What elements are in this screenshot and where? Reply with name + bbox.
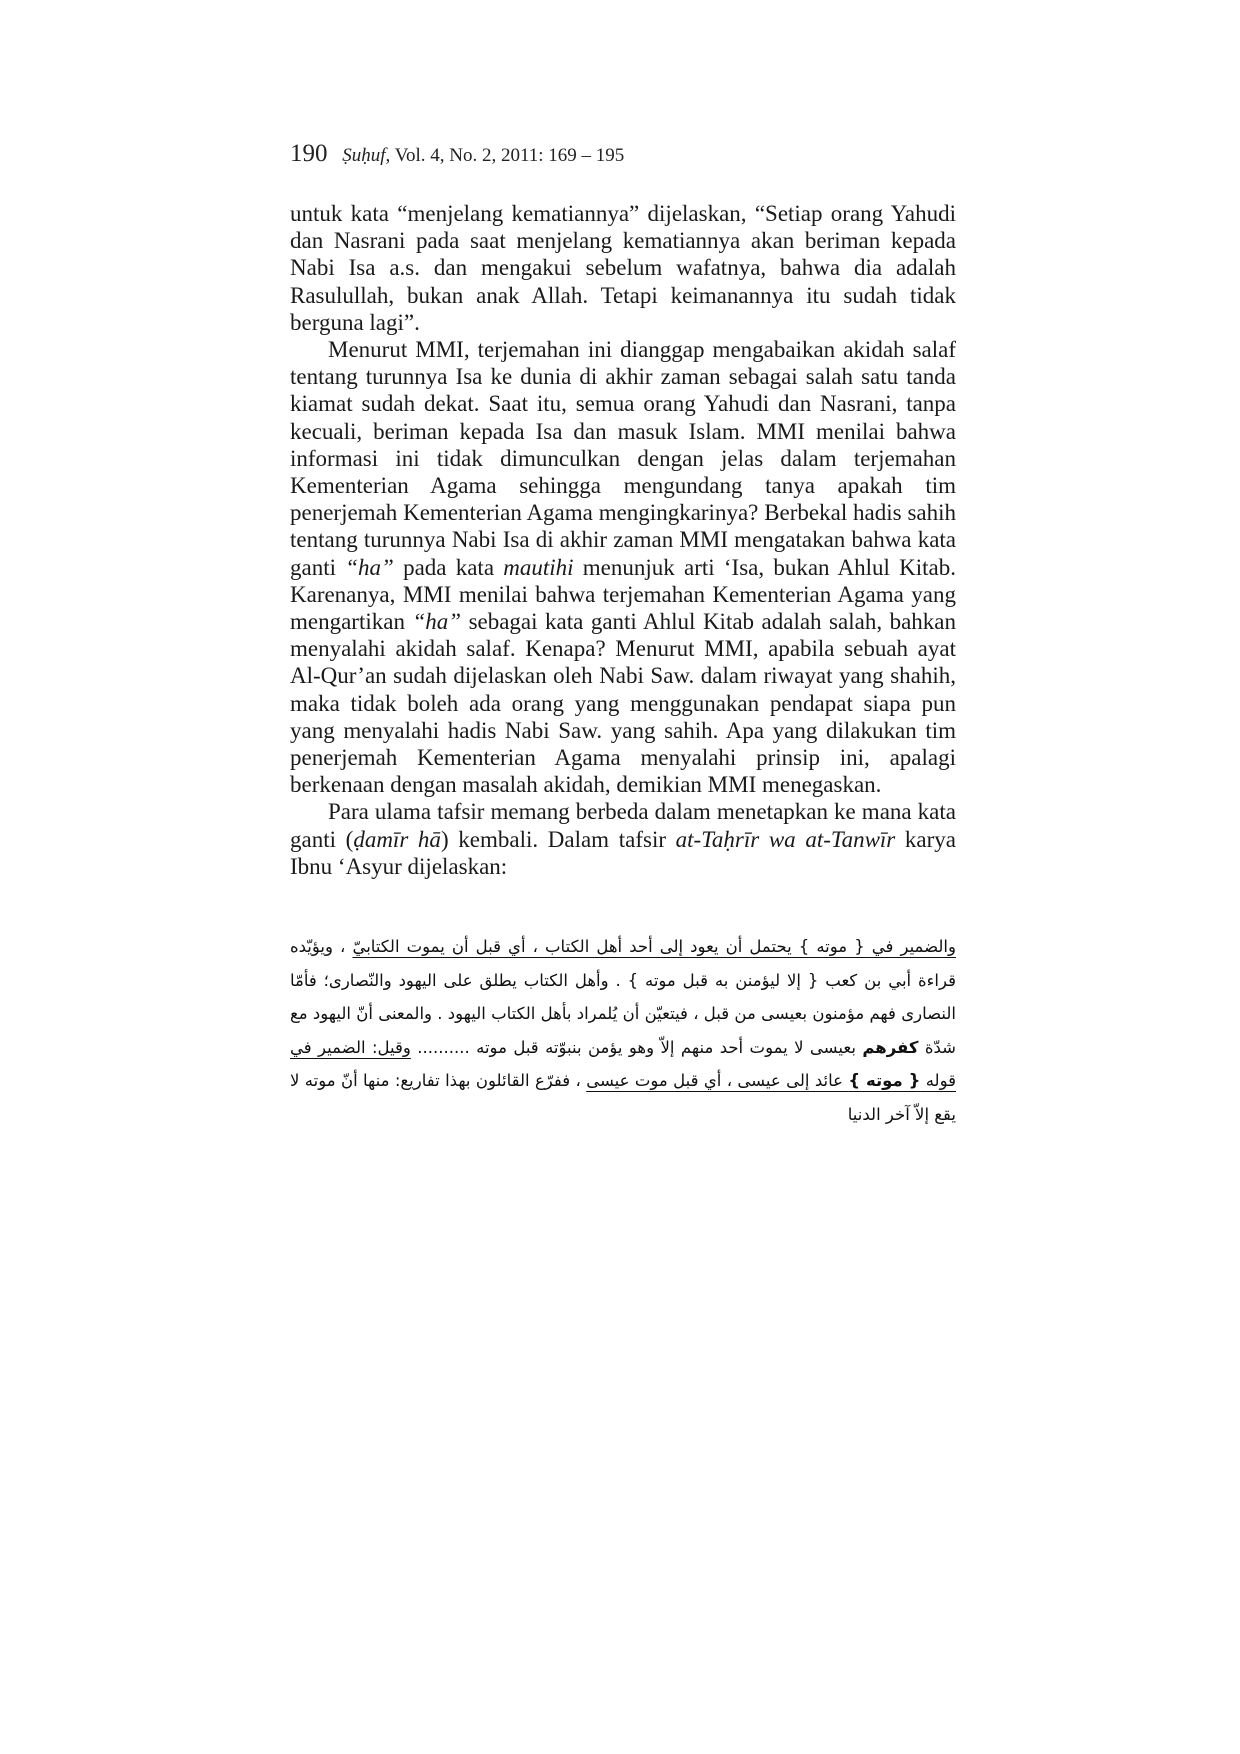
arabic-underlined-text: عائد إلى عيسى ، أي قبل موت عيسى <box>586 1071 849 1090</box>
arabic-underlined-text: وقيل: الضمير في قوله <box>290 1037 956 1090</box>
paragraph <box>290 336 956 798</box>
text-run: menunjuk arti ‘Isa, bukan Ahlul Kitab. Karenanya, MMI menilai bahwa terjemahan Kementerian Agama yang mengartikan <box>290 554 956 635</box>
italic-term: “ha” <box>345 554 394 580</box>
paragraph <box>290 200 956 336</box>
journal-title: Ṣuḥuf, <box>342 145 391 166</box>
arabic-text: ، ويؤيّده قراءة أبي بن كعب { إلا ليؤمنن به قبل موته } . وأهل الكتاب يطلق على اليهود والنّصارى؛ فأمّا النصارى فهم مؤمنون بعيسى من قبل ، فيتعيّن أن يُلمراد بأهل الكتاب اليهود . والمعنى أنّ اليهود مع شدّة <box>290 937 956 1057</box>
text-run: Para ulama tafsir memang berbeda dalam menetapkan ke mana kata ganti ( <box>290 799 956 852</box>
text-run: Menurut MMI, terjemahan ini dianggap mengabaikan akidah salaf tentang turunnya Isa ke dunia di akhir zaman sebagai salah satu tanda kiamat sudah dekat. Saat itu, semua orang Yahudi dan Nasrani, tanpa kecuali, beriman kepada Isa dan masuk Islam. MMI menilai bahwa informasi ini tidak dimunculkan dengan jelas dalam terjemahan Kementerian Agama sehingga mengundang tanya apakah tim penerjemah Kementerian Agama mengingkarinya? Berbekal hadis sahih tentang turunnya Nabi Isa di akhir zaman MMI mengatakan bahwa kata ganti <box>290 337 956 580</box>
italic-term: “ha” <box>412 609 462 635</box>
body-text <box>290 200 956 880</box>
text-run: ) kembali. Dalam tafsir <box>440 826 676 852</box>
arabic-text: كفرهم <box>862 1037 919 1057</box>
italic-term: mautihi <box>503 554 574 580</box>
text-run: untuk kata “menjelang kematiannya” dijelaskan, “Setiap orang Yahudi dan Nasrani pada saat menjelang kematiannya akan beriman kepada Nabi Isa a.s. dan mengakui sebelum wafatnya, bahwa dia adalah Rasulullah, bukan anak Allah. Tetapi keimanannya itu sudah tidak berguna lagi”. <box>290 201 956 335</box>
arabic-text: ، ففرّع القائلون بهذا تفاريع: منها أنّ موته لا يقع إلاّ آخر الدنيا <box>290 1071 956 1124</box>
journal-citation: Vol. 4, No. 2, 2011: 169 – 195 <box>394 145 625 166</box>
paragraph <box>290 798 956 880</box>
running-head <box>290 140 624 168</box>
arabic-text: بعيسى لا يموت أحد منهم إلاّ وهو يؤمن بنبوّته قبل موته .......... <box>410 1037 863 1057</box>
arabic-quotation <box>290 930 956 1131</box>
arabic-underlined-text: والضمير في { موته } يحتمل أن يعود إلى أحد أهل الكتاب ، أي قبل أن يموت الكتابيّ <box>352 937 956 956</box>
italic-term: at-Taḥrīr wa at-Tanwīr <box>675 826 896 852</box>
text-run: sebagai kata ganti Ahlul Kitab adalah salah, bahkan menyalahi akidah salaf. Kenapa? Menurut MMI, apabila sebuah ayat Al-Qur’an sudah dijelaskan oleh Nabi Saw. dalam riwayat yang shahih, maka tidak boleh ada orang yang menggunakan pendapat siapa pun yang menyalahi hadis Nabi Saw. yang sahih. Apa yang dilakukan tim penerjemah Kementerian Agama menyalahi prinsip ini, apalagi berkenaan dengan masalah akidah, demikian MMI menegaskan. <box>290 609 956 798</box>
page-number: 190 <box>290 140 328 167</box>
text-run: pada kata <box>393 554 504 580</box>
text-run: karya Ibnu ‘Asyur dijelaskan: <box>290 826 957 879</box>
italic-term: ḍamīr hā <box>353 826 441 852</box>
arabic-underlined-text: { موته } <box>848 1071 921 1090</box>
